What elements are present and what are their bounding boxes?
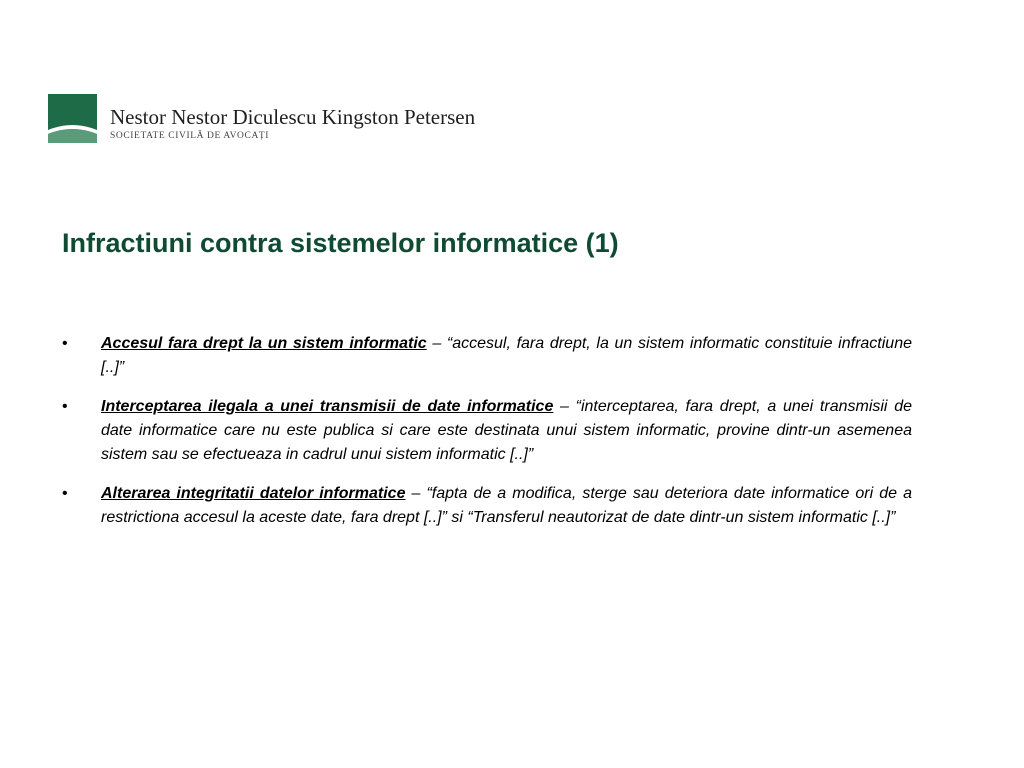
bullet-list — [62, 332, 912, 545]
slide-title: Infractiuni contra sistemelor informatice (1) — [62, 228, 619, 258]
firm-logo — [48, 94, 475, 143]
bullet-marker: • — [62, 485, 68, 502]
bullet-marker: • — [62, 335, 68, 352]
bullet-term: Accesul fara drept la un sistem informatic — [101, 335, 427, 352]
bullet-item — [62, 332, 912, 380]
bullet-definition: – “accesul, fara drept, la un sistem informatic constituie infractiune [..]” — [101, 335, 912, 376]
bullet-item — [62, 395, 912, 467]
bullet-definition: – “interceptarea, fara drept, a unei transmisii de date informatice care nu este publica si care este destinata unui sistem informatic, provine dintr-un asemenea sistem sau se efectueaza in cadrul unui sistem informatic [..]” — [101, 398, 912, 463]
bullet-item — [62, 482, 912, 530]
bullet-text — [101, 482, 912, 530]
bullet-marker: • — [62, 398, 68, 415]
bullet-text — [101, 395, 912, 467]
bullet-text — [101, 332, 912, 380]
logo-text — [110, 105, 475, 141]
logo-mark-icon — [48, 94, 97, 143]
firm-subtitle: SOCIETATE CIVILĂ DE AVOCAȚI — [110, 131, 270, 141]
bullet-term: Alterarea integritatii datelor informatice — [101, 485, 406, 502]
firm-name: Nestor Nestor Diculescu Kingston Petersen — [110, 105, 476, 129]
bullet-definition: – “fapta de a modifica, sterge sau deteriora date informatice ori de a restrictiona accesul la aceste date, fara drept [..]” si “Transferul neautorizat de date dintr-un sistem informatic [..]” — [101, 485, 912, 526]
bullet-term: Interceptarea ilegala a unei transmisii de date informatice — [101, 398, 554, 415]
